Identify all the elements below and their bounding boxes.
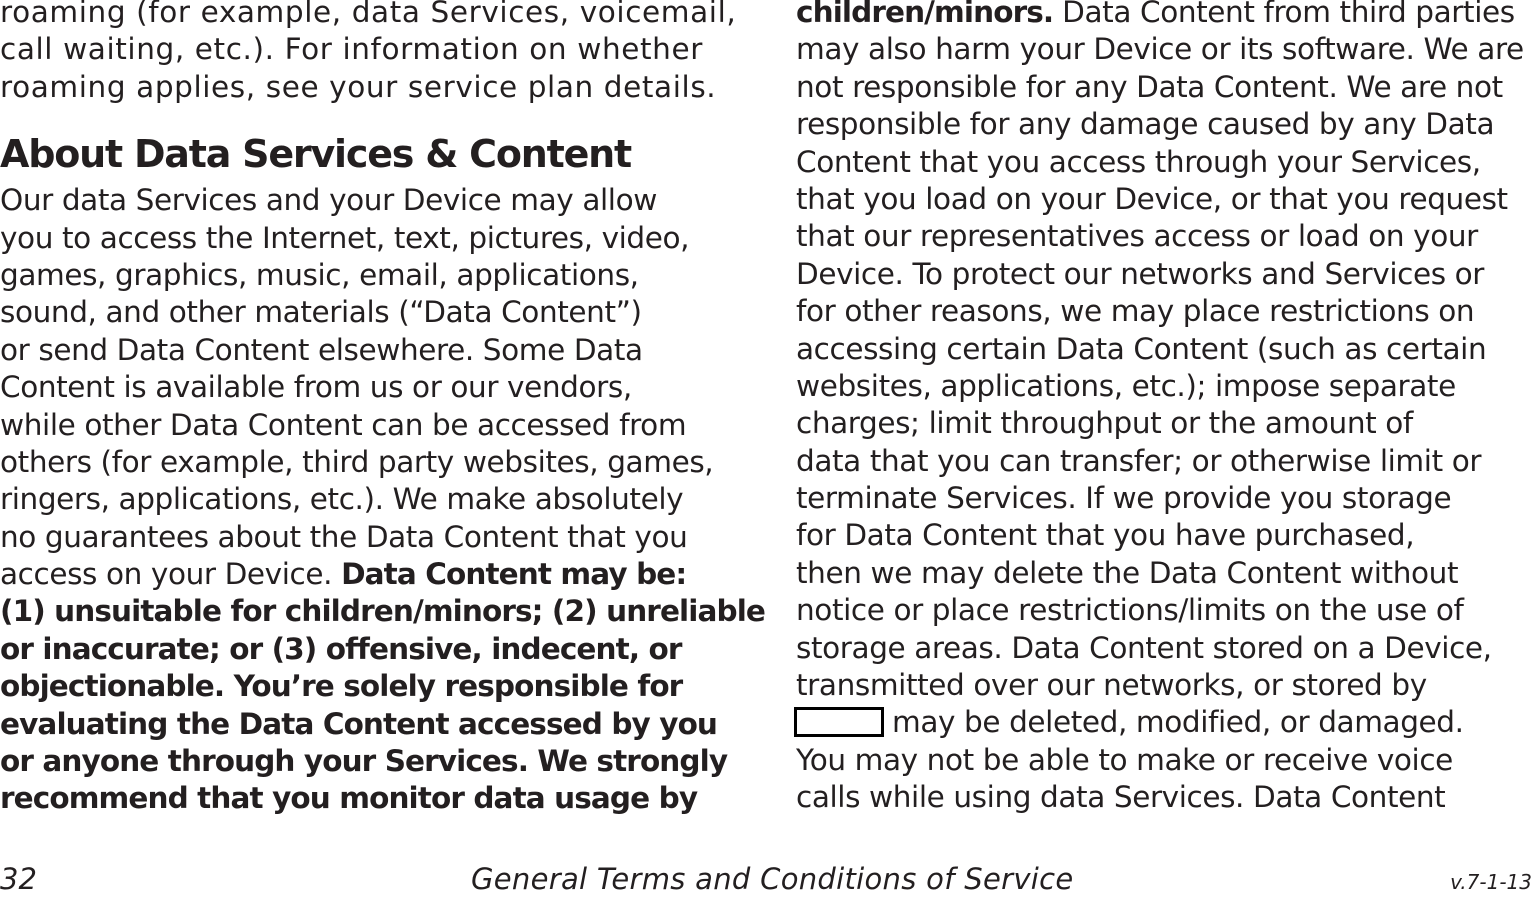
text-line: you to access the Internet, text, pictures, video, <box>0 220 690 255</box>
text-line: roaming (for example, data Services, voicemail, <box>0 0 737 29</box>
text-line: not responsible for any Data Content. We are not <box>796 69 1503 104</box>
plain-text: may be deleted, modified, or damaged. <box>892 705 1464 740</box>
text-line: no guarantees about the Data Content that you <box>0 519 688 554</box>
text-line: transmitted over our networks, or stored by <box>796 668 1427 703</box>
bold-text: recommend that you monitor data usage by <box>0 781 698 816</box>
bold-text: objectionable. You’re solely responsible for <box>0 669 683 704</box>
plain-text: Data Content from third parties <box>1053 0 1515 29</box>
text-line: sound, and other materials (“Data Content”) <box>0 295 642 330</box>
text-line: others (for example, third party websites, games, <box>0 444 714 479</box>
text-line: terminate Services. If we provide you storage <box>796 481 1452 516</box>
text-line: storage areas. Data Content stored on a Device, <box>796 630 1492 665</box>
text-line: calls while using data Services. Data Content <box>796 780 1446 815</box>
text-line: Content that you access through your Services, <box>796 144 1481 179</box>
text-line: roaming applies, see your service plan details. <box>0 69 717 104</box>
bold-text-line <box>0 780 760 817</box>
text-line: You may not be able to make or receive voice <box>796 742 1453 777</box>
text-line: responsible for any damage caused by any Data <box>796 107 1495 142</box>
bold-text: or inaccurate; or (3) offensive, indecent, or <box>0 631 682 666</box>
text-line: Content is available from us or our vendors, <box>0 370 632 405</box>
text-line: websites, applications, etc.); impose separate <box>796 368 1456 403</box>
text-line: notice or place restrictions/limits on the use of <box>796 593 1464 628</box>
text-line: games, graphics, music, email, applications, <box>0 257 639 292</box>
text-line: for other reasons, we may place restrictions on <box>796 294 1475 329</box>
bold-text: children/minors. <box>796 0 1054 29</box>
bold-text-line <box>0 706 760 743</box>
text-line: while other Data Content can be accessed from <box>0 407 687 442</box>
text-line: charges; limit throughput or the amount of <box>796 406 1413 441</box>
bold-text-line <box>0 593 766 630</box>
bold-text-line <box>0 631 760 668</box>
text-line: call waiting, etc.). For information on whether <box>0 32 703 67</box>
redacted-text-line <box>796 704 1531 741</box>
bold-text-line <box>0 668 760 705</box>
plain-text: access on your Device. <box>0 557 342 592</box>
text-line: that our representatives access or load on your <box>796 219 1478 254</box>
text-line: that you load on your Device, or that you request <box>796 181 1508 216</box>
bold-text: or anyone through your Services. We strongly <box>0 744 728 779</box>
text-line: Our data Services and your Device may allow <box>0 183 657 218</box>
footer-title: General Terms and Conditions of Service <box>471 862 1074 896</box>
text-line: or send Data Content elsewhere. Some Data <box>0 332 643 367</box>
text-line-mixed <box>0 556 760 593</box>
section-heading: About Data Services & Content <box>0 132 631 177</box>
text-line: data that you can transfer; or otherwise limit or <box>796 443 1482 478</box>
text-line: may also harm your Device or its software. We are <box>796 32 1524 67</box>
text-line: for Data Content that you have purchased, <box>796 518 1415 553</box>
redaction-box <box>794 707 884 737</box>
bold-text: (1) unsuitable for children/minors; (2) unreliable <box>0 594 766 629</box>
bold-text-line <box>0 743 760 780</box>
right-column <box>796 0 1531 817</box>
page-number: 32 <box>0 862 37 896</box>
body-paragraph <box>0 182 766 818</box>
left-column <box>0 0 766 818</box>
bold-text: Data Content may be: <box>341 557 687 592</box>
bold-text: evaluating the Data Content accessed by you <box>0 706 718 741</box>
version-label: v.7-1-13 <box>1450 870 1532 894</box>
text-line-mixed <box>796 0 1531 31</box>
text-line: accessing certain Data Content (such as certain <box>796 331 1487 366</box>
text-line: then we may delete the Data Content without <box>796 555 1459 590</box>
text-line: ringers, applications, etc.). We make absolutely <box>0 482 684 517</box>
text-line: Device. To protect our networks and Services or <box>796 256 1485 291</box>
intro-paragraph <box>0 0 760 106</box>
